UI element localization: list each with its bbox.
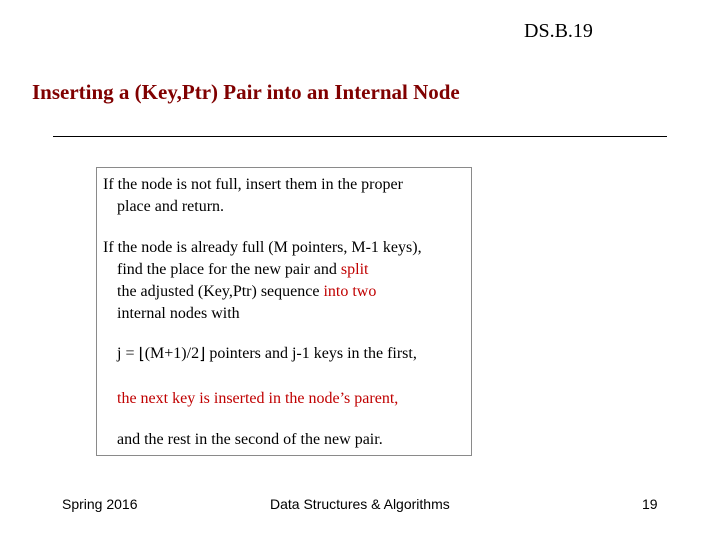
split-highlight: split: [340, 261, 369, 278]
footer-term: Spring 2016: [62, 496, 138, 512]
para2-line2: [117, 260, 368, 280]
footer-course: Data Structures & Algorithms: [270, 496, 450, 512]
rest-line: and the rest in the second of the new pair.: [117, 431, 383, 448]
formula-suffix: pointers and j-1 keys in the first,: [205, 345, 417, 362]
formula-expression: (M+1)/2: [144, 345, 200, 362]
slide-code: DS.B.19: [524, 20, 593, 42]
floor-left-symbol: ⌊: [138, 344, 145, 363]
para1-line1: If the node is not full, insert them in the proper: [103, 176, 403, 193]
title-divider: [53, 136, 667, 137]
formula-prefix: j =: [117, 345, 139, 362]
floor-right-symbol: ⌋: [199, 344, 206, 363]
content-box: [96, 167, 472, 456]
next-key-line: the next key is inserted in the node’s parent,: [117, 390, 399, 407]
para2-line2-text: find the place for the new pair and: [117, 261, 341, 278]
into-two-highlight: into two: [323, 283, 377, 300]
floor-formula-line: [117, 344, 417, 364]
para2-line4: internal nodes with: [117, 305, 240, 322]
slide-title: Inserting a (Key,Ptr) Pair into an Internal Node: [32, 80, 460, 104]
para2-line1: If the node is already full (M pointers, M-1 keys),: [103, 239, 422, 256]
page-number: 19: [642, 496, 658, 512]
para2-line3: [117, 282, 376, 302]
para2-line3-text: the adjusted (Key,Ptr) sequence: [117, 283, 324, 300]
para1-line2: place and return.: [117, 198, 225, 215]
